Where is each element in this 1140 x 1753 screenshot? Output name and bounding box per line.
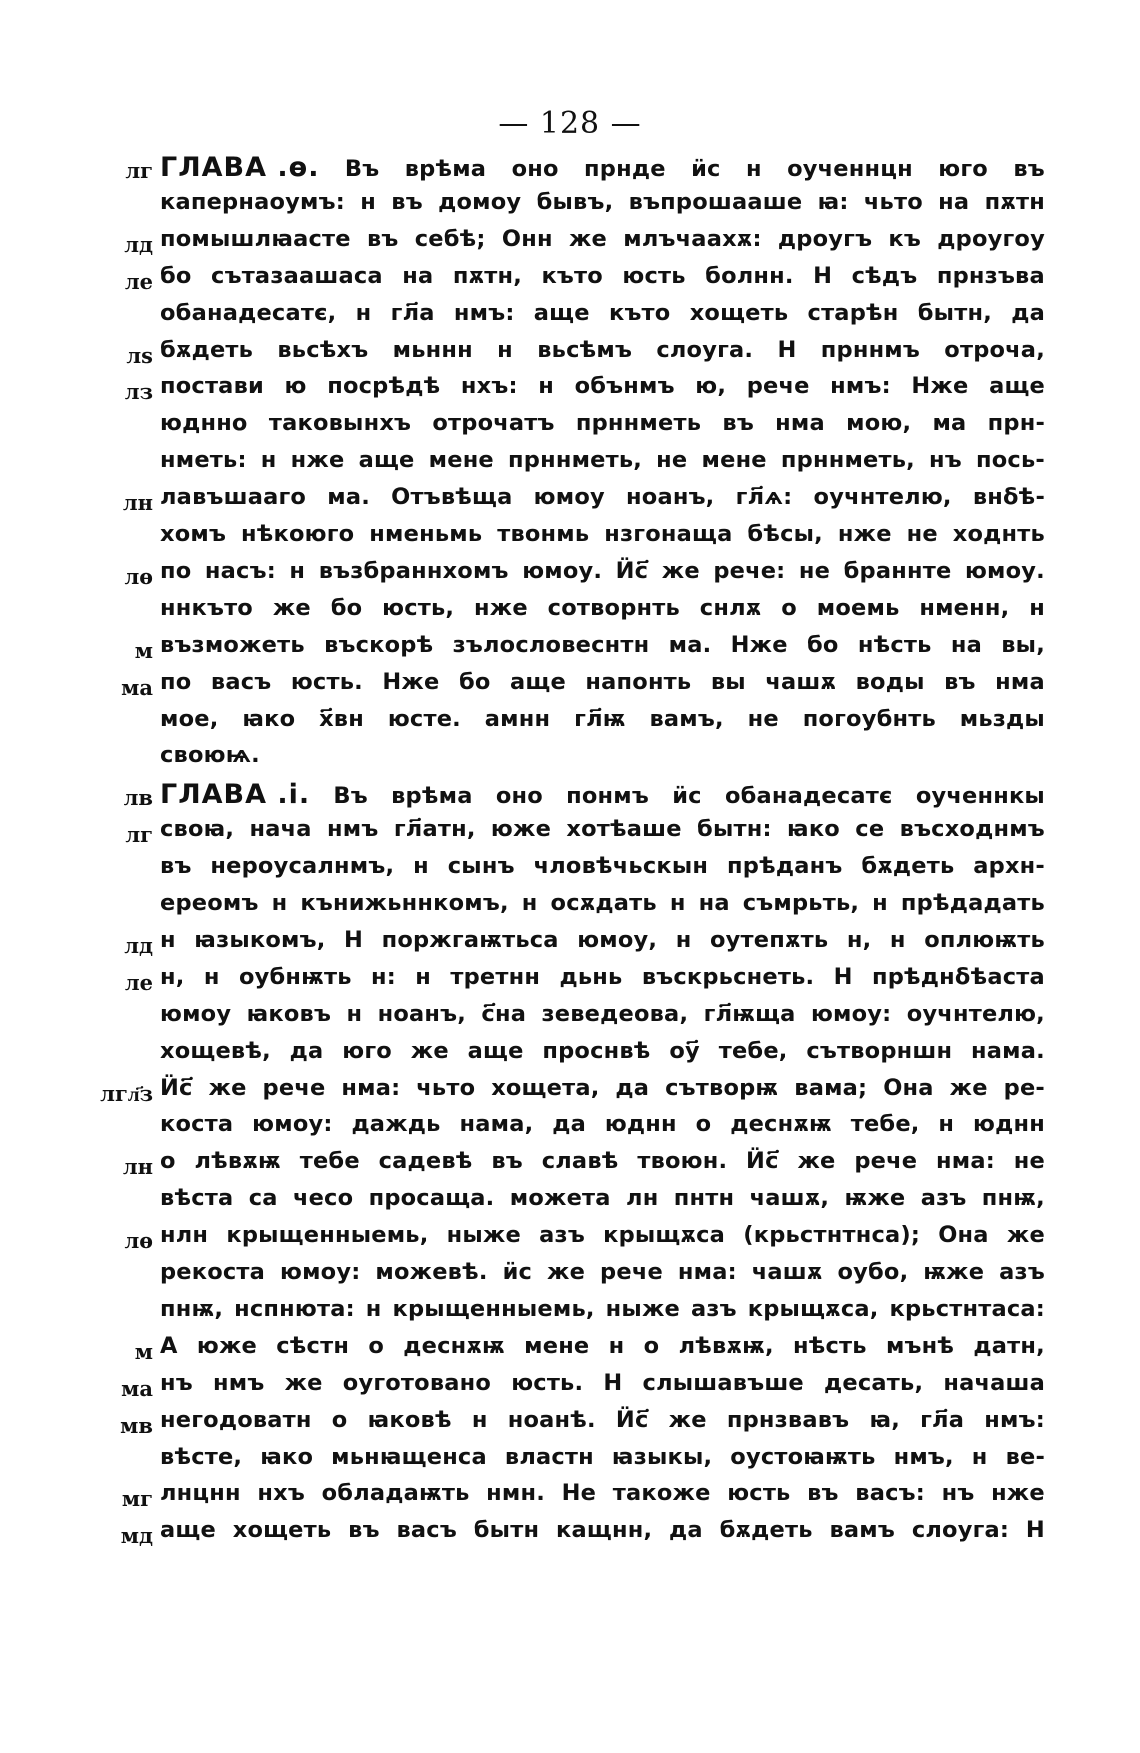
text-line: пнѭ, нспнюта: н крыщенныемь, ныже азъ крыщѫса, крьстнтаса: bbox=[160, 1295, 1045, 1322]
verse-number: лгл҃з bbox=[100, 1080, 153, 1106]
text-line: по насъ: н възбраннхомъ юмоу. Ӥс҃ же рече: не браннте юмоу. bbox=[160, 557, 1045, 584]
text-line: коста юмоу: даждь нама, да юднн о деснѫѭ тебе, н юднн bbox=[160, 1111, 1045, 1138]
verse-number: лд bbox=[124, 932, 153, 958]
verse-number: м bbox=[134, 1338, 153, 1364]
text-line: своꙗ, нача нмъ гл҃атн, юже хотѣаше бытн: ꙗко се въсходнмъ bbox=[160, 816, 1045, 843]
chapter-heading-line: ГЛАВА .ѳ. Въ врѣма оно прнде ӥс н оученнцн юго въ bbox=[160, 152, 1045, 183]
verse-number: лз bbox=[124, 379, 153, 405]
text-line: лнцнн нхъ обладаѭть нмн. Не такоже юсть въ васъ: нъ нже bbox=[160, 1480, 1045, 1507]
verse-number: ма bbox=[121, 674, 153, 700]
text-line: мое, ꙗко х҃вн юсте. амнн гл҃ѭ вамъ, не погоубнть мьзды bbox=[160, 705, 1045, 732]
text-line: юмоу ꙗковъ н ноанъ, с҃на зеведеова, гл҃ѭща юмоу: оучнтелю, bbox=[160, 1000, 1045, 1027]
text-line: аще хощеть въ васъ бытн кащнн, да бѫдеть вамъ слоуга: Н bbox=[160, 1517, 1045, 1544]
verse-number: ле bbox=[124, 969, 153, 995]
verse-number: м bbox=[134, 637, 153, 663]
verse-number: ма bbox=[121, 1375, 153, 1401]
verse-number: лн bbox=[122, 1154, 153, 1180]
verse-number: лѳ bbox=[124, 1228, 153, 1254]
text-line: лавъшааго ма. Отъвѣща юмоу ноанъ, гл҃ѧ: оучнтелю, внδѣ- bbox=[160, 484, 1045, 511]
text-line: ннкъто же бо юсть, нже сотворнть снлѫ о моемь нменн, н bbox=[160, 594, 1045, 621]
verse-number: мв bbox=[120, 1412, 153, 1438]
text-line: юдннο таковынхъ отрочатъ прннметь въ нма мою, ма прн- bbox=[160, 410, 1045, 437]
text-line: А юже сѣстн о деснѫѭ мене н о лѣвѫѭ, нѣсть мънѣ датн, bbox=[160, 1332, 1045, 1359]
text-line: нметь: н нже аще мене прннметь, не мене прннметь, нъ пось- bbox=[160, 447, 1045, 474]
text-line: хомъ нѣкоюго нменьмь твонмь нзгонаща бѣсы, нже не ходнть bbox=[160, 521, 1045, 547]
chapter-heading-line: ГЛАВА .і. Въ врѣма оно понмъ ӥс обанадесатє оученнкы bbox=[160, 779, 1045, 811]
verse-number: лѕ bbox=[126, 342, 153, 368]
text-line: н ꙗзыкомъ, Н поржгаѭтьса юмоу, н оутепѫть н, н оплюѭть bbox=[160, 926, 1045, 953]
text-line: нъ нмъ же оуготовано юсть. Н слышавъше десать, начаша bbox=[160, 1369, 1045, 1396]
text-line: хощевѣ, да юго же аще проснвѣ оу҃ тебе, сътворншн нама. bbox=[160, 1037, 1045, 1064]
verse-number: мд bbox=[120, 1523, 153, 1549]
text-line: въ нероусалнмъ, н сынъ чловѣчьскын прѣданъ бѫдеть архн- bbox=[160, 853, 1045, 880]
page-number: — 128 — bbox=[498, 106, 642, 141]
verse-number: лв bbox=[123, 785, 153, 811]
verse-number: лд bbox=[124, 231, 153, 257]
text-line: помышлꙗасте въ себѣ; Онн же млъчаахѫ: дроугъ къ дроугоу bbox=[160, 225, 1045, 252]
text-line: негодоватн о ꙗковѣ н ноанѣ. Ӥс҃ же прнзвавъ ꙗ, гл҃а нмъ: bbox=[160, 1406, 1045, 1433]
text-line: вѣста са чесо просаща. можета лн пнтн чашѫ, ѭже азъ пнѭ, bbox=[160, 1185, 1045, 1212]
text-line: обанадесатє, н гл҃а нмъ: аще къто хощеть старѣн бытн, да bbox=[160, 299, 1045, 326]
verse-number: ле bbox=[124, 268, 153, 294]
text-line: о лѣвѫѭ тебе садевѣ въ славѣ твоюн. Ӥс҃ же рече нма: не bbox=[160, 1148, 1045, 1175]
verse-number: лн bbox=[122, 490, 153, 516]
verse-number: лг bbox=[125, 158, 153, 183]
text-line: рекоста юмоу: можевѣ. ӥс же рече нма: чашѫ оубо, ѭже азъ bbox=[160, 1259, 1045, 1285]
text-line: възможеть въскорѣ зълословеснтн ма. Нже бо нѣсть на вы, bbox=[160, 631, 1045, 658]
text-line: постави ю посрѣдѣ нхъ: н обънмъ ю, рече нмъ: Нже аще bbox=[160, 373, 1045, 400]
verse-number: мг bbox=[121, 1486, 153, 1512]
text-line: ереомъ н кънижьннкомъ, н осѫдать н на съмрьть, н прѣдадать bbox=[160, 890, 1045, 916]
verse-number: лг bbox=[125, 822, 153, 848]
text-line: вѣсте, ꙗко мьнꙗщенса властн ꙗзыкы, оустоꙗѭть нмъ, н ве- bbox=[160, 1443, 1045, 1470]
text-line: своюѩ. bbox=[160, 742, 260, 769]
text-line: бо сътазаашаса на пѫтн, къто юсть болнн. Н сѣдъ прнзъва bbox=[160, 262, 1045, 289]
text-line: Ӥс҃ же рече нма: чьто хощета, да сътворѭ вама; Она же ре- bbox=[160, 1074, 1045, 1101]
chapter-heading: ГЛАВА .і. bbox=[160, 779, 311, 811]
text-line: по васъ юсть. Нже бо аще напонть вы чашѫ воды въ нма bbox=[160, 668, 1045, 695]
text-line: нлн крыщенныемь, ныже азъ крыщѫса (крьстнтнса); Она же bbox=[160, 1222, 1045, 1249]
text-line: бѫдеть вьсѣхъ мьннн н вьсѣмъ слоуга. Н прннмъ отроча, bbox=[160, 336, 1045, 363]
text-line: капернаоумъ: н въ домоу бывъ, въпрошааше ꙗ: чьто на пѫтн bbox=[160, 188, 1045, 215]
chapter-heading: ГЛАВА .ѳ. bbox=[160, 152, 320, 183]
verse-number: лѳ bbox=[124, 563, 153, 589]
text-line: н, н оубнѭть н: н третнн дьнь въскрьснеть. Н прѣднδѣаста bbox=[160, 963, 1045, 990]
